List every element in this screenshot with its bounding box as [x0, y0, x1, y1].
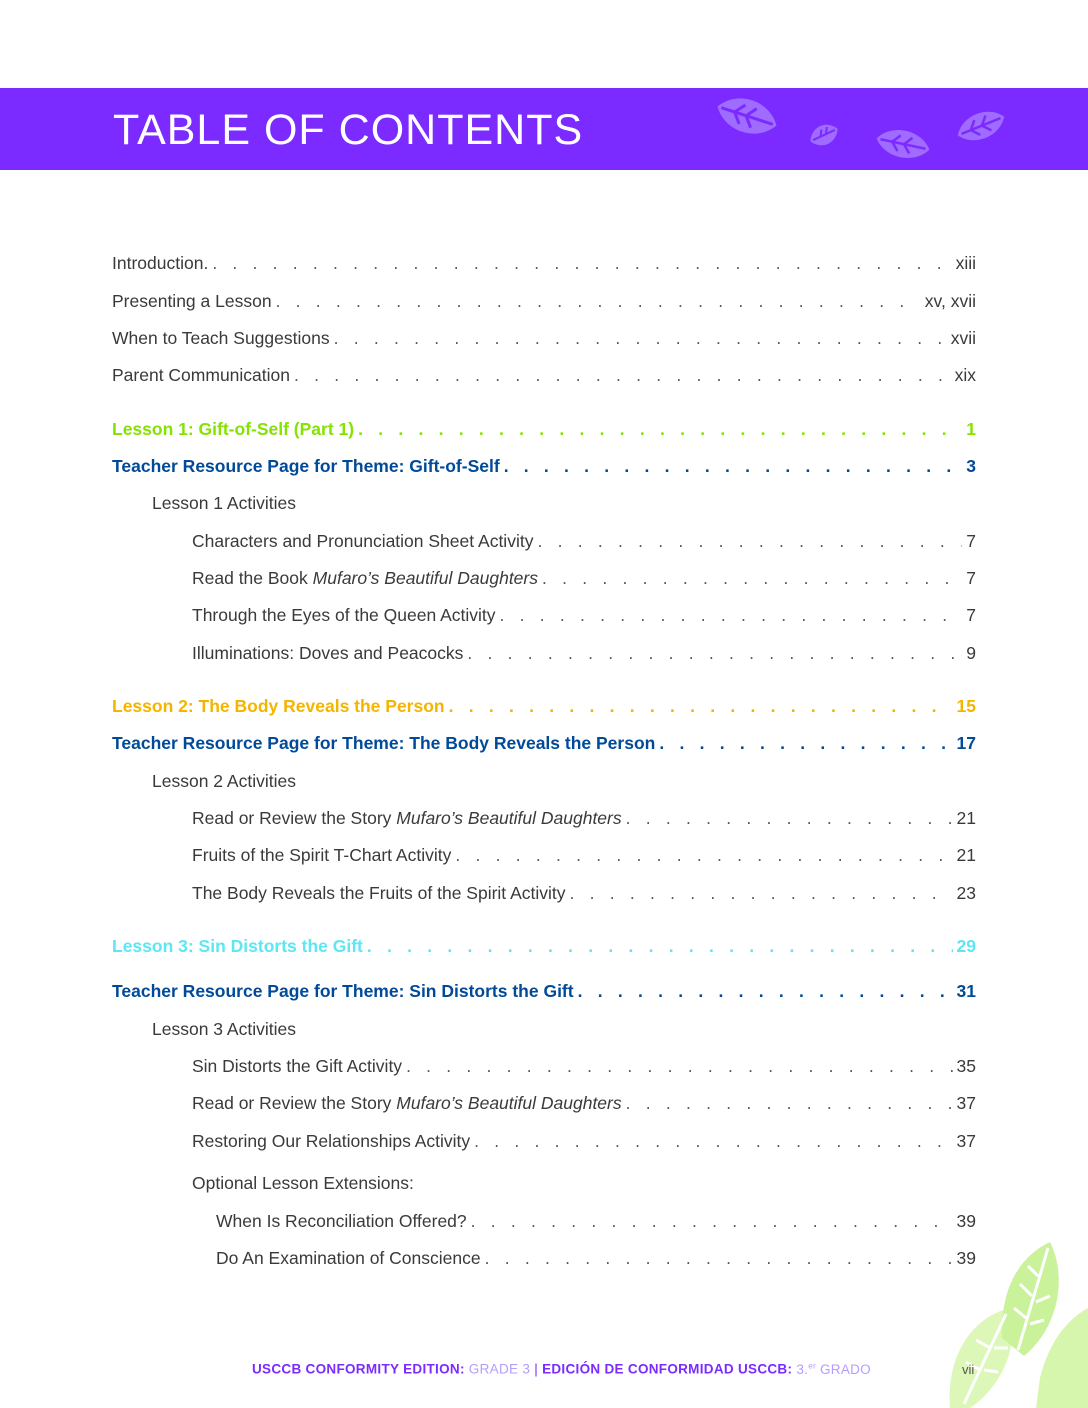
toc-lesson-3-extension[interactable]: When Is Reconciliation Offered? . . . 39	[112, 1211, 976, 1232]
leaf-icon	[712, 92, 782, 140]
toc-lesson-1-title[interactable]: Lesson 1: Gift-of-Self (Part 1) . . . 1	[112, 419, 976, 440]
leaf-icon	[952, 106, 1010, 146]
toc-lesson-3-extension[interactable]: Do An Examination of Conscience . . . 39	[112, 1248, 976, 1269]
toc-lesson-1-activity[interactable]: Illuminations: Doves and Peacocks . . . 9	[112, 643, 976, 664]
header-bar	[0, 88, 1088, 170]
toc-lesson-2-title[interactable]: Lesson 2: The Body Reveals the Person . . . 15	[112, 696, 976, 717]
page-title: TABLE OF CONTENTS	[113, 106, 584, 154]
toc-lesson-1-activity[interactable]: Through the Eyes of the Queen Activity . . . 7	[112, 605, 976, 626]
toc-entry-introduction[interactable]: Introduction. . . . xiii	[112, 253, 976, 274]
decorative-leaves-icon	[940, 1238, 1088, 1408]
toc-lesson-3-extensions-heading: Optional Lesson Extensions:	[192, 1173, 414, 1193]
toc-lesson-2-activity[interactable]: The Body Reveals the Fruits of the Spirit Activity . . . 23	[112, 883, 976, 904]
toc-lesson-1-activities-heading: Lesson 1 Activities	[152, 493, 296, 513]
toc-entry-presenting-a-lesson[interactable]: Presenting a Lesson . . . xv, xvii	[112, 291, 976, 312]
leaf-icon	[872, 124, 934, 164]
toc-entry-parent-communication[interactable]: Parent Communication . . . xix	[112, 365, 976, 386]
footer-edition: USCCB CONFORMITY EDITION: GRADE 3 | EDICIÓN DE CONFORMIDAD USCCB: 3.$^{er}$ GRADO	[252, 1361, 871, 1377]
toc-lesson-3-activity[interactable]: Sin Distorts the Gift Activity . . . 35	[112, 1056, 976, 1077]
toc-entry-when-to-teach[interactable]: When to Teach Suggestions . . . xvii	[112, 328, 976, 349]
toc-lesson-3-activity[interactable]: Restoring Our Relationships Activity . . . 37	[112, 1131, 976, 1152]
page-number: vii	[962, 1362, 975, 1377]
toc-lesson-3-title[interactable]: Lesson 3: Sin Distorts the Gift . . . 29	[112, 936, 976, 957]
toc-lesson-2-activity[interactable]: Fruits of the Spirit T-Chart Activity . . . 21	[112, 845, 976, 866]
toc-lesson-2-resource[interactable]: Teacher Resource Page for Theme: The Body Reveals the Person . . . 17	[112, 733, 976, 754]
toc-lesson-3-resource[interactable]: Teacher Resource Page for Theme: Sin Distorts the Gift . . . 31	[112, 981, 976, 1002]
toc-lesson-1-activity[interactable]: Characters and Pronunciation Sheet Activity . . . 7	[112, 531, 976, 552]
toc-lesson-1-activity[interactable]: Read the Book Mufaro’s Beautiful Daughters . . . 7	[112, 568, 976, 589]
toc-lesson-3-activity[interactable]: Read or Review the Story Mufaro’s Beautiful Daughters . . . 37	[112, 1093, 976, 1114]
toc-lesson-2-activity[interactable]: Read or Review the Story Mufaro’s Beautiful Daughters . . . 21	[112, 808, 976, 829]
toc-lesson-2-activities-heading: Lesson 2 Activities	[152, 771, 296, 791]
leaf-icon	[806, 120, 842, 150]
toc-lesson-1-resource[interactable]: Teacher Resource Page for Theme: Gift-of-Self . . . 3	[112, 456, 976, 477]
toc-lesson-3-activities-heading: Lesson 3 Activities	[152, 1019, 296, 1039]
